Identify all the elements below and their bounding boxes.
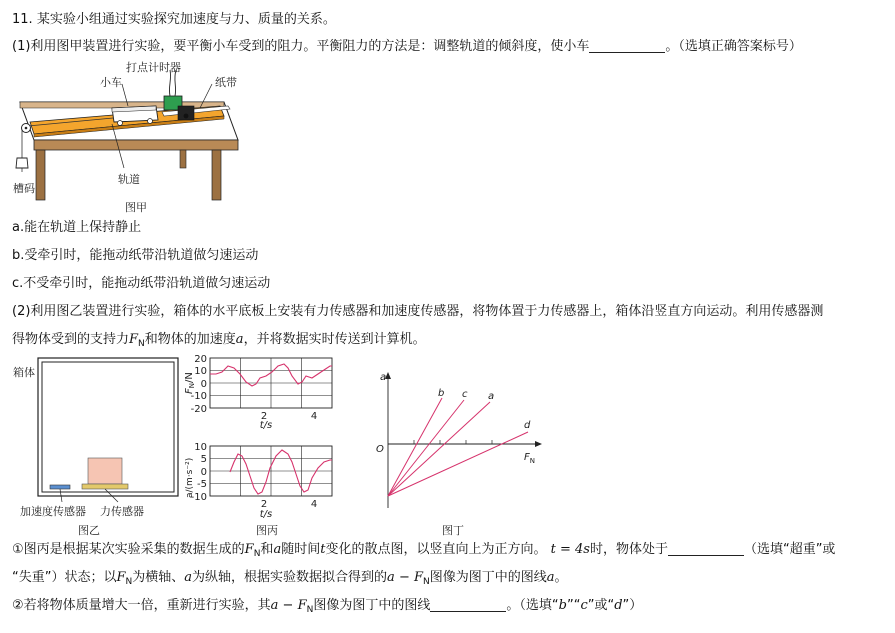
part2-line1: (2)利用图乙装置进行实验，箱体的水平底板上安装有力传感器和加速度传感器，将物体置于力传感器上，箱体沿竖直方向运动。利用传感器测: [12, 304, 824, 319]
option-a: a.能在轨道上保持静止: [12, 220, 142, 235]
label-tape: 纸带: [215, 76, 237, 89]
line-c: [388, 400, 464, 496]
top-xlabel: t/s: [259, 420, 273, 431]
q1-line1: ①图丙是根据某次实验采集的数据生成的$F_N$和a随时间t变化的散点图，以竖直向上为正方向。 t = 4s时，物体处于 （选填“超重”或: [12, 542, 836, 559]
figure-ding-lines: [372, 368, 552, 518]
axis-x-label: $F_N$: [524, 452, 536, 465]
top-ytick: 0: [200, 379, 207, 390]
top-ylabel: $F_N/N$: [184, 372, 196, 394]
line-label-c: c: [462, 389, 468, 400]
bottom-ytick: 0: [200, 467, 207, 478]
axis-y-label: a: [380, 372, 387, 383]
caption-figure-bing: 图丙: [256, 524, 278, 537]
plot-force-vs-time: [210, 358, 332, 408]
line-a: [388, 402, 490, 496]
caption-figure-yi: 图乙: [78, 524, 100, 537]
figure-bing-plots: [180, 352, 360, 522]
q1-line2: “失重”）状态；以$F_N$为横轴、a为纵轴，根据实验数据拟合得到的$a - F_N$图像为图丁中的图线a。: [12, 570, 568, 587]
label-box: 箱体: [13, 366, 35, 379]
option-b: b.受牵引时，能拖动纸带沿轨道做匀速运动: [12, 248, 259, 263]
bottom-ytick: 5: [200, 454, 207, 465]
top-xtick: 4: [310, 411, 318, 422]
bottom-xtick: 2: [260, 499, 268, 510]
q2-line: ②若将物体质量增大一倍，重新进行实验，其$a - F_N$图像为图丁中的图线 。（选填“b”“c”或“d”）: [12, 598, 643, 615]
label-accel-sensor: 加速度传感器: [20, 505, 86, 518]
top-ytick: -20: [190, 404, 207, 415]
answer-blank-2[interactable]: [668, 541, 744, 556]
part2-line2: 得物体受到的支持力$F_N$和物体的加速度a，并将数据实时传送到计算机。: [12, 332, 426, 349]
top-ytick: 20: [194, 354, 207, 365]
bottom-ytick: 10: [194, 442, 207, 453]
answer-blank-1[interactable]: [589, 38, 665, 53]
line-label-b: b: [438, 388, 445, 399]
line-b: [388, 398, 442, 496]
part1-text: (1)利用图甲装置进行实验，要平衡小车受到的阻力。平衡阻力的方法是：调整轨道的倾斜度，使小车 。（选填正确答案标号）: [12, 39, 802, 54]
line-label-d: d: [524, 420, 531, 431]
plot-acceleration-vs-time: [210, 446, 332, 496]
top-ytick: 10: [194, 366, 207, 377]
question-stem: 11. 某实验小组通过实验探究加速度与力、质量的关系。: [12, 12, 336, 27]
bottom-ylabel: a/(m·s⁻²): [185, 457, 195, 498]
line-label-a: a: [488, 391, 495, 402]
top-xtick: 2: [260, 411, 268, 422]
bottom-xlabel: t/s: [259, 509, 273, 520]
option-c: c.不受牵引时，能拖动纸带沿轨道做匀速运动: [12, 276, 271, 291]
figure-yi-box: [30, 356, 190, 506]
label-track: 轨道: [118, 173, 140, 186]
caption-figure-jia: 图甲: [125, 201, 147, 214]
bottom-ytick: -10: [190, 492, 207, 503]
label-force-sensor: 力传感器: [100, 505, 144, 518]
top-ytick: -10: [190, 391, 207, 402]
label-timer: 打点计时器: [126, 61, 181, 74]
bottom-xtick: 4: [310, 499, 318, 510]
line-d: [388, 432, 528, 496]
answer-blank-3[interactable]: [430, 597, 506, 612]
label-weights: 槽码: [13, 182, 35, 195]
origin-label: O: [376, 444, 384, 455]
label-cart: 小车: [100, 76, 122, 89]
caption-figure-ding: 图丁: [442, 524, 464, 537]
bottom-ytick: -5: [197, 479, 207, 490]
